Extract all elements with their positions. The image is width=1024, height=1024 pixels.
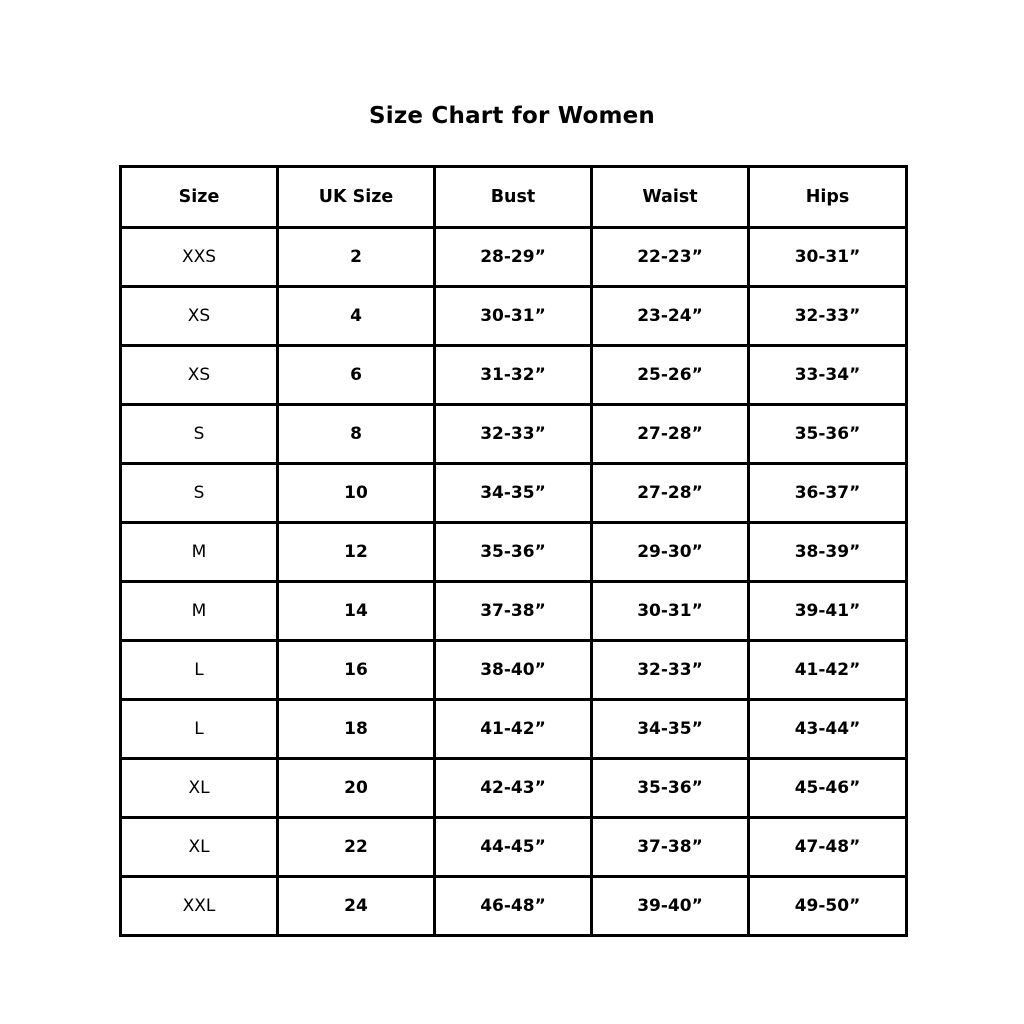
cell-uk: 2 [278,228,435,287]
cell-bust: 31-32” [435,346,592,405]
cell-uk: 10 [278,464,435,523]
cell-size: S [121,464,278,523]
cell-size: XS [121,287,278,346]
cell-uk: 24 [278,877,435,936]
column-header-hips: Hips [749,167,907,228]
page-title: Size Chart for Women [368,103,655,129]
table-row [121,818,907,877]
table-row [121,287,907,346]
table-row [121,228,907,287]
cell-uk: 16 [278,641,435,700]
cell-bust: 35-36” [435,523,592,582]
cell-waist: 35-36” [592,759,749,818]
cell-uk: 4 [278,287,435,346]
cell-size: M [121,582,278,641]
cell-waist: 23-24” [592,287,749,346]
cell-bust: 37-38” [435,582,592,641]
table-row [121,641,907,700]
column-header-bust: Bust [435,167,592,228]
cell-size: XL [121,759,278,818]
size-chart-table-wrapper [119,165,905,937]
cell-hips: 36-37” [749,464,907,523]
cell-size: L [121,641,278,700]
cell-size: L [121,700,278,759]
size-chart-table [119,165,908,937]
cell-bust: 41-42” [435,700,592,759]
cell-waist: 27-28” [592,405,749,464]
cell-uk: 6 [278,346,435,405]
cell-waist: 32-33” [592,641,749,700]
cell-bust: 42-43” [435,759,592,818]
cell-bust: 34-35” [435,464,592,523]
cell-waist: 30-31” [592,582,749,641]
table-row [121,464,907,523]
table-row [121,582,907,641]
cell-waist: 27-28” [592,464,749,523]
cell-hips: 32-33” [749,287,907,346]
cell-hips: 35-36” [749,405,907,464]
cell-hips: 38-39” [749,523,907,582]
cell-bust: 46-48” [435,877,592,936]
cell-waist: 34-35” [592,700,749,759]
cell-size: S [121,405,278,464]
cell-uk: 22 [278,818,435,877]
table-row [121,877,907,936]
column-header-size: Size [121,167,278,228]
cell-waist: 37-38” [592,818,749,877]
cell-hips: 39-41” [749,582,907,641]
cell-hips: 41-42” [749,641,907,700]
cell-bust: 28-29” [435,228,592,287]
table-row [121,759,907,818]
cell-size: XS [121,346,278,405]
table-row [121,346,907,405]
column-header-waist: Waist [592,167,749,228]
cell-uk: 8 [278,405,435,464]
cell-waist: 29-30” [592,523,749,582]
cell-hips: 47-48” [749,818,907,877]
cell-uk: 12 [278,523,435,582]
cell-hips: 33-34” [749,346,907,405]
cell-hips: 30-31” [749,228,907,287]
cell-bust: 32-33” [435,405,592,464]
cell-size: XXL [121,877,278,936]
cell-size: M [121,523,278,582]
cell-bust: 44-45” [435,818,592,877]
cell-hips: 43-44” [749,700,907,759]
cell-size: XL [121,818,278,877]
table-body [121,228,907,936]
table-row [121,523,907,582]
cell-waist: 39-40” [592,877,749,936]
cell-uk: 18 [278,700,435,759]
cell-hips: 45-46” [749,759,907,818]
column-header-uk: UK Size [278,167,435,228]
cell-hips: 49-50” [749,877,907,936]
cell-bust: 38-40” [435,641,592,700]
cell-waist: 22-23” [592,228,749,287]
table-header-row [121,167,907,228]
table-header [121,167,907,228]
cell-size: XXS [121,228,278,287]
cell-uk: 14 [278,582,435,641]
cell-bust: 30-31” [435,287,592,346]
cell-waist: 25-26” [592,346,749,405]
table-row [121,700,907,759]
table-row [121,405,907,464]
cell-uk: 20 [278,759,435,818]
